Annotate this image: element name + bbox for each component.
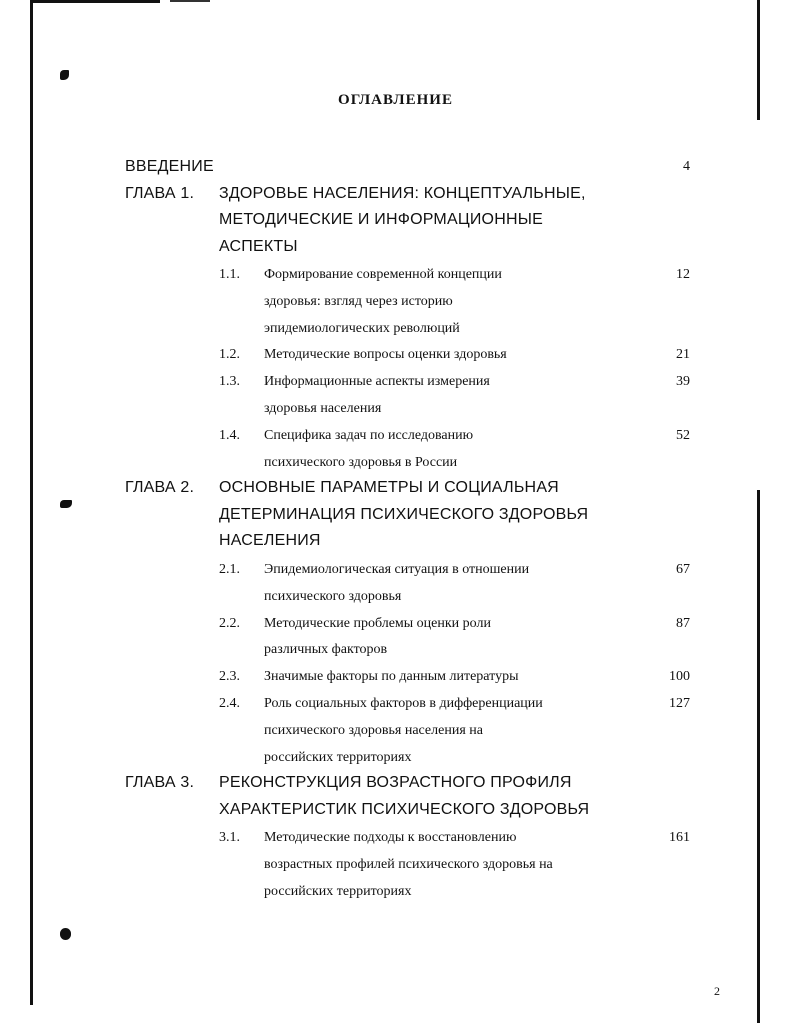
intro-page-number: 4 <box>683 159 690 174</box>
chapter-title-line: ДЕТЕРМИНАЦИЯ ПСИХИЧЕСКОГО ЗДОРОВЬЯ <box>219 505 589 523</box>
section-title-line: психического здоровья <box>264 588 402 604</box>
chapter-title-line: НАСЕЛЕНИЯ <box>219 532 321 550</box>
chapter-title-line: АСПЕКТЫ <box>219 237 298 255</box>
section-title-line: различных факторов <box>264 642 388 658</box>
section-title-line: Формирование современной концепции <box>264 267 502 282</box>
chapter-title-line: ОСНОВНЫЕ ПАРАМЕТРЫ И СОЦИАЛЬНАЯ <box>219 479 559 497</box>
chapter-title-line: РЕКОНСТРУКЦИЯ ВОЗРАСТНОГО ПРОФИЛЯ <box>219 774 572 792</box>
section-title-line: здоровья: взгляд через историю <box>264 293 453 309</box>
section-title-line: психического здоровья населения на <box>264 722 483 738</box>
section-title-line: Методические проблемы оценки роли <box>264 615 491 631</box>
section-number: 1.2. <box>219 347 240 363</box>
section-title-line: Методические подходы к восстановлению <box>264 830 517 846</box>
section-page-number: 21 <box>676 347 690 363</box>
section-number: 2.4. <box>219 695 240 711</box>
chapter-label: ГЛАВА 3. <box>125 774 195 792</box>
intro-label: ВВЕДЕНИЕ <box>125 158 214 175</box>
section-page-number: 67 <box>676 561 690 577</box>
section-page-number: 39 <box>676 374 690 390</box>
section-page-number: 100 <box>669 669 690 685</box>
section-title-line: психического здоровья в России <box>264 454 458 470</box>
section-page-number: 87 <box>676 615 690 631</box>
chapter-title-line: МЕТОДИЧЕСКИЕ И ИНФОРМАЦИОННЫЕ <box>219 211 543 228</box>
section-number: 1.4. <box>219 427 240 443</box>
chapter-title-line: ХАРАКТЕРИСТИК ПСИХИЧЕСКОГО ЗДОРОВЬЯ <box>219 800 590 818</box>
chapter-label: ГЛАВА 2. <box>125 479 195 497</box>
section-page-number: 52 <box>676 427 690 443</box>
section-number: 2.3. <box>219 669 240 685</box>
section-title-line: российских территориях <box>264 749 412 765</box>
section-number: 2.1. <box>219 561 240 577</box>
section-title-line: Информационные аспекты измерения <box>264 374 490 390</box>
section-title-line: эпидемиологических революций <box>264 320 460 336</box>
section-title-line: возрастных профилей психического здоровья на <box>264 857 553 873</box>
chapter-title-line: ЗДОРОВЬЕ НАСЕЛЕНИЯ: КОНЦЕПТУАЛЬНЫЕ, <box>219 184 586 202</box>
section-title-line: Специфика задач по исследованию <box>264 427 474 443</box>
section-number: 1.1. <box>219 267 240 282</box>
section-title-line: Роль социальных факторов в дифференциации <box>264 695 543 711</box>
chapter-label: ГЛАВА 1. <box>125 184 195 202</box>
page-number: 2 <box>714 984 720 998</box>
section-page-number: 161 <box>669 830 690 846</box>
section-title-line: российских территориях <box>264 883 412 899</box>
section-title-line: Значимые факторы по данным литературы <box>264 669 519 685</box>
section-number: 2.2. <box>219 615 240 631</box>
section-page-number: 127 <box>669 695 690 711</box>
section-title-line: Методические вопросы оценки здоровья <box>264 347 507 363</box>
section-page-number: 12 <box>676 267 690 282</box>
section-title-line: здоровья населения <box>264 401 382 416</box>
section-number: 3.1. <box>219 830 240 846</box>
section-number: 1.3. <box>219 374 240 390</box>
page-title: ОГЛАВЛЕНИЕ <box>338 92 453 108</box>
section-title-line: Эпидемиологическая ситуация в отношении <box>264 561 530 577</box>
